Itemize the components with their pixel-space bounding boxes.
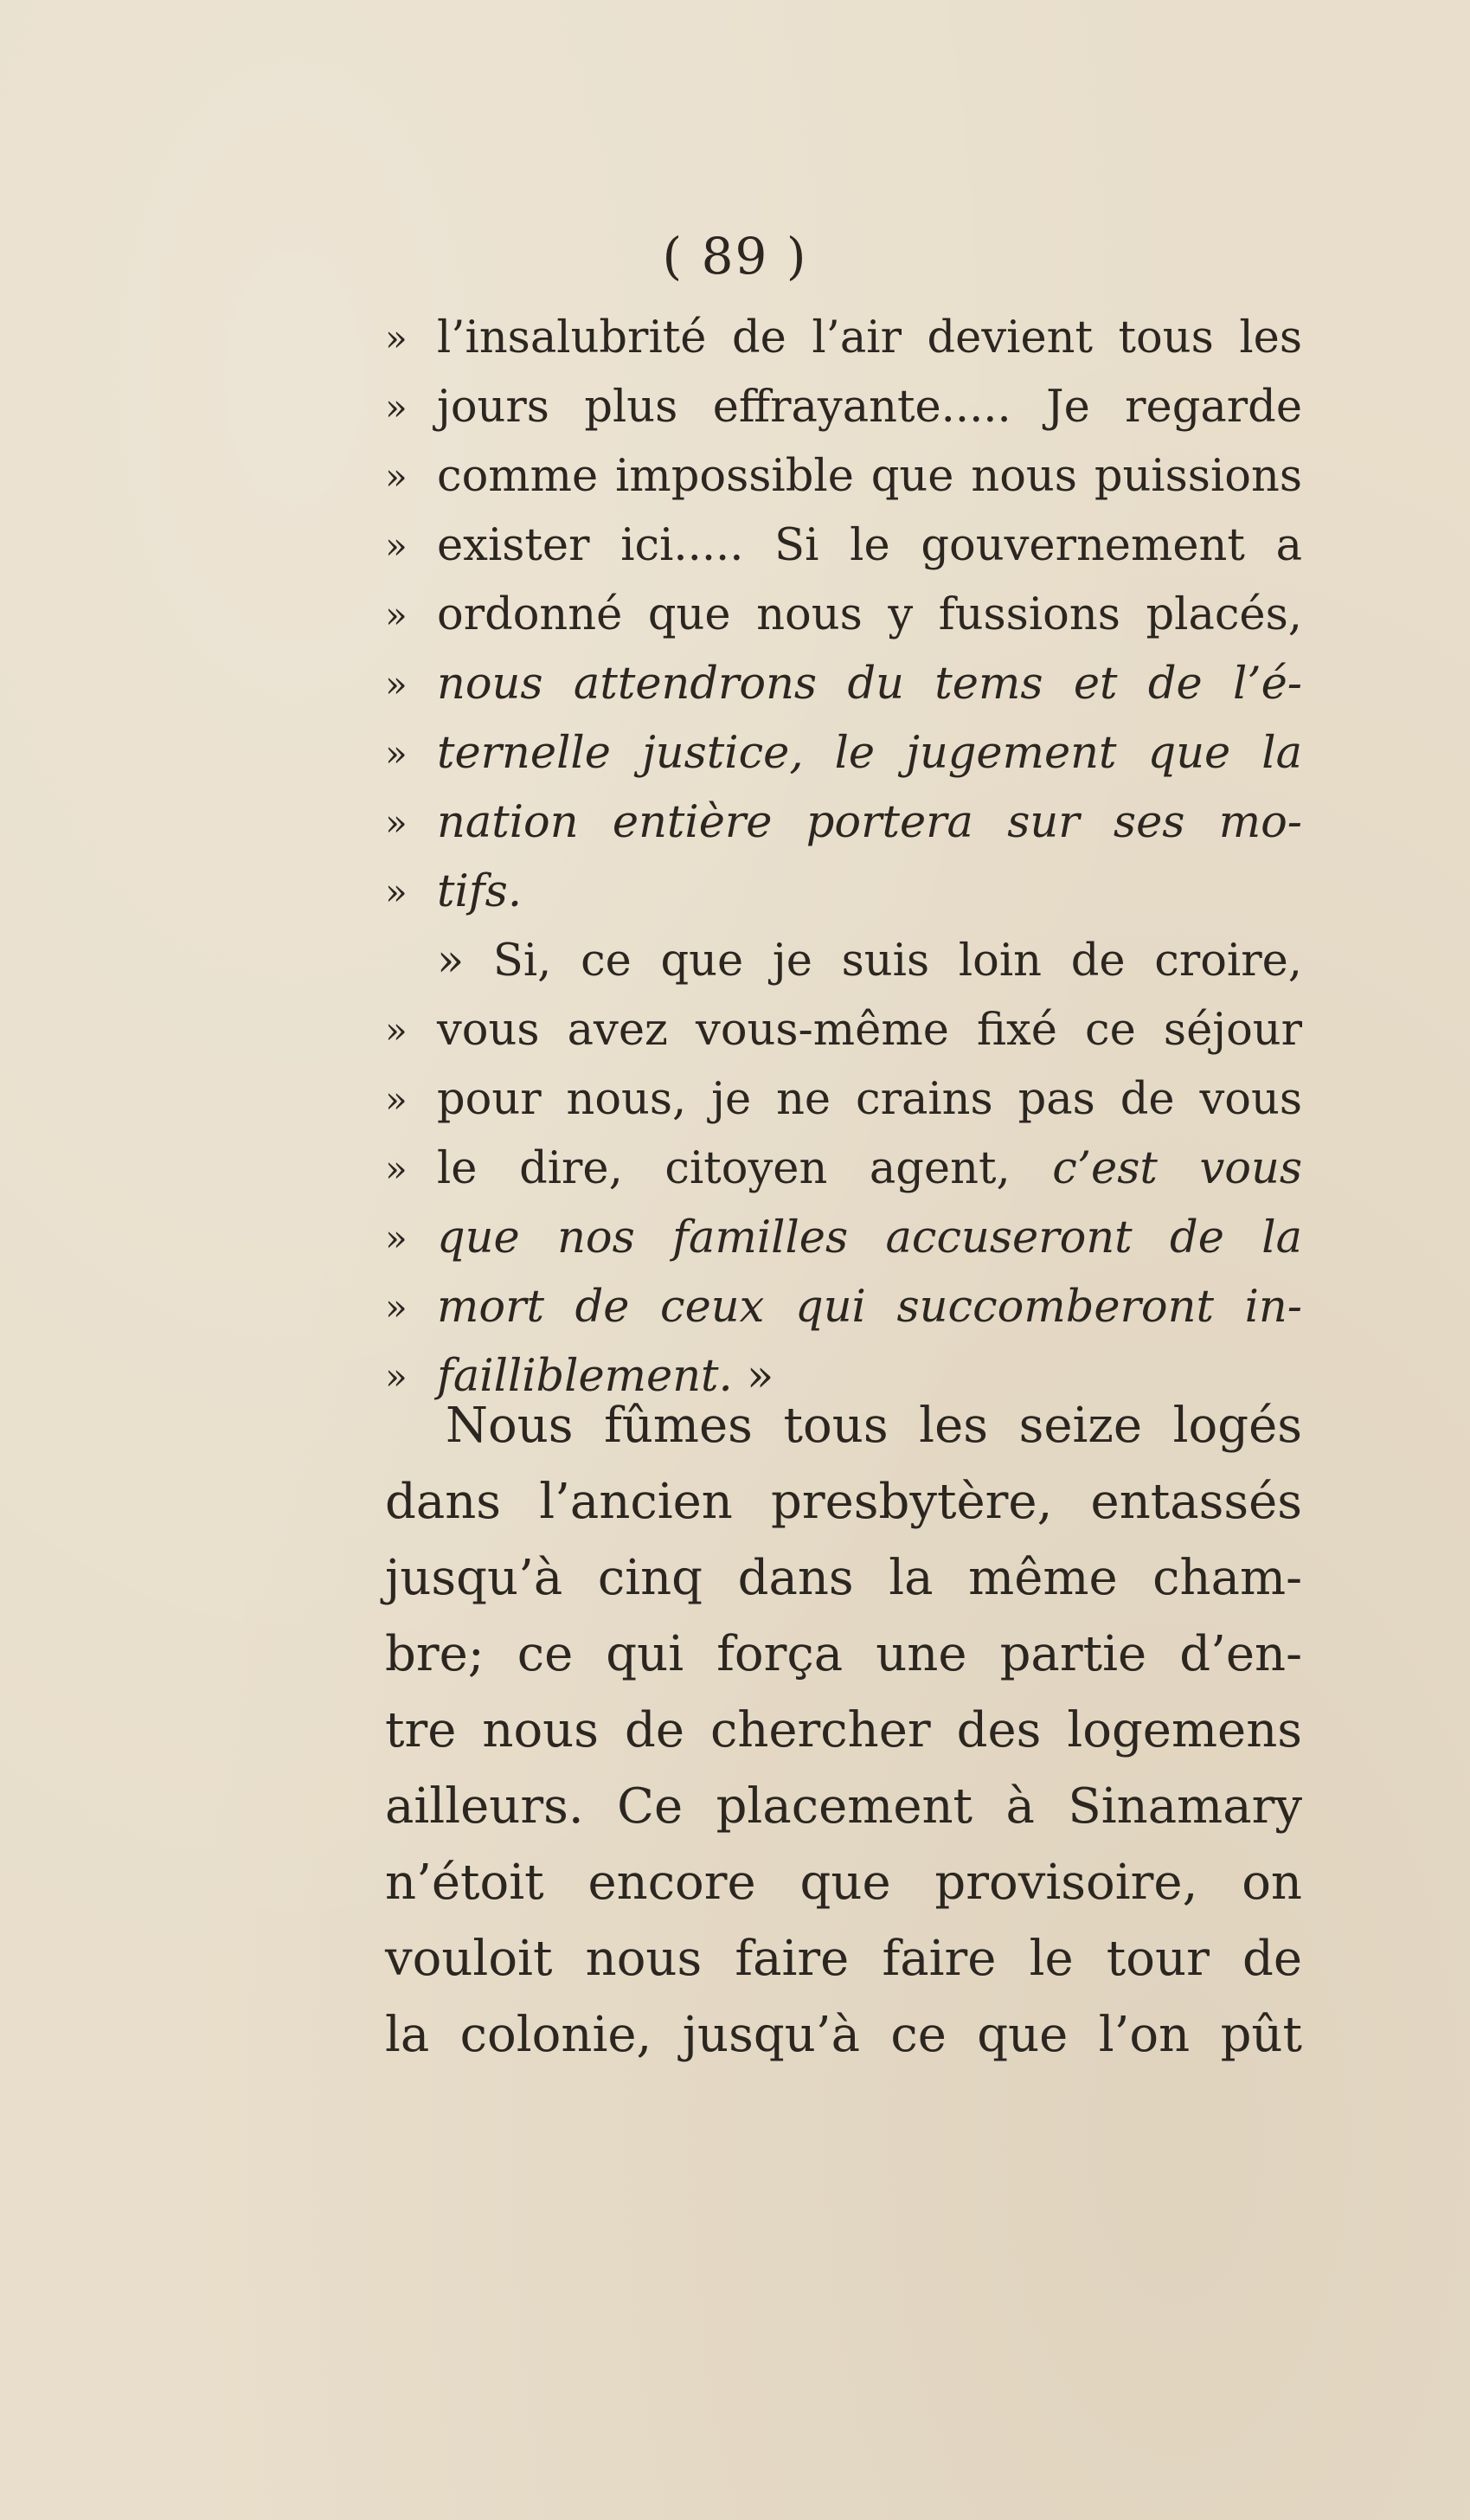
body-line: ailleurs. Ce placement à Sinamary (385, 1778, 1302, 1835)
quote-mark: » (385, 801, 408, 844)
quote-mark: » (385, 1217, 408, 1259)
line-text: mort de ceux qui succomberont in- (437, 1282, 1302, 1333)
line-text: ordonné que nous y fussions placés, (437, 589, 1302, 640)
quote-mark: » (385, 524, 408, 567)
body-line: dans l’ancien presbytère, entassés (385, 1474, 1302, 1530)
quote-mark: » (385, 663, 408, 705)
text-line (385, 1270, 1302, 1345)
body-line: Nous fûmes tous les seize logés (446, 1398, 1302, 1454)
quote-mark: » (385, 1009, 408, 1051)
text-line (385, 786, 1302, 860)
text-line (385, 509, 1302, 583)
text-line (385, 440, 1302, 514)
line-text: nation entière portera sur ses mo- (437, 797, 1302, 848)
page-number: ( 89 ) (662, 227, 808, 286)
text-line (385, 993, 1302, 1068)
quote-mark: » (385, 317, 408, 359)
text-line (385, 1132, 1302, 1206)
body-line: vouloit nous faire faire le tour de (385, 1931, 1302, 1987)
line-text-italic: c’est vous (1052, 1143, 1303, 1194)
body-line: jusqu’à cinq dans la même cham- (385, 1550, 1302, 1606)
text-line (437, 924, 1302, 999)
line-text: jours plus effrayante..... Je regarde (437, 382, 1302, 433)
body-line: la colonie, jusqu’à ce que l’on pût (385, 2007, 1302, 2063)
quote-mark: » (385, 455, 408, 498)
line-text: vous avez vous-même fixé ce séjour (437, 1005, 1302, 1056)
quote-mark: » (385, 1355, 408, 1398)
line-text: » Si, ce que je suis loin de croire, (437, 935, 1302, 987)
text-line (385, 1201, 1302, 1276)
line-text: exister ici..... Si le gouvernement a (437, 520, 1302, 571)
quote-mark: » (385, 1286, 408, 1328)
line-text: l’insalubrité de l’air devient tous les (437, 312, 1302, 363)
quote-mark: » (385, 871, 408, 913)
quote-mark: » (385, 594, 408, 636)
line-text: comme impossible que nous puissions (437, 451, 1302, 502)
text-line (385, 301, 1302, 376)
line-text: ternelle justice, le jugement que la (437, 728, 1302, 779)
line-text-italic: failliblement. (437, 1351, 733, 1402)
quote-mark: » (385, 386, 408, 428)
closing-quote: » (732, 1351, 774, 1402)
body-line: bre; ce qui força une partie d’en- (385, 1626, 1302, 1682)
line-text: tifs. (437, 866, 523, 917)
body-line: n’étoit encore que provisoire, on (385, 1855, 1302, 1911)
line-text: que nos familles accuseront de la (437, 1212, 1302, 1263)
text-line (385, 578, 1302, 652)
line-text: pour nous, je ne crains pas de vous (437, 1074, 1302, 1125)
text-line (385, 370, 1302, 445)
body-line: tre nous de chercher des logemens (385, 1702, 1302, 1758)
line-text: nous attendrons du tems et de l’é- (437, 659, 1302, 710)
quote-mark: » (385, 732, 408, 775)
text-line (385, 855, 1302, 929)
quote-mark: » (385, 1078, 408, 1121)
text-line (385, 717, 1302, 791)
line-text (437, 1132, 1302, 1206)
quote-mark: » (385, 1148, 408, 1190)
text-line (385, 1063, 1302, 1137)
line-text-plain: le dire, citoyen agent, (437, 1143, 1011, 1194)
text-line (385, 647, 1302, 722)
